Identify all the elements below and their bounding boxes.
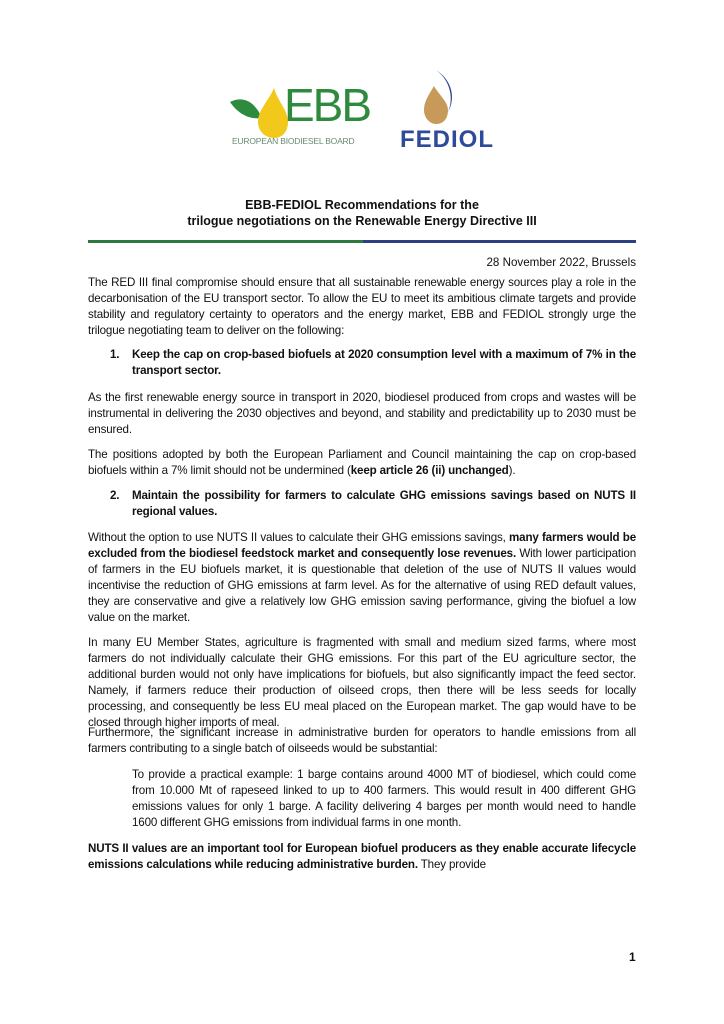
intro-paragraph: The RED III final compromise should ensure that all sustainable renewable energy sources play a role in the decarbonisation of the EU transport sector. To allow the EU to meet its ambitious climate targets and provide stability and regulatory certainty to operators and the energy market, EBB and FEDIOL strongly urge the trilogue negotiating team to deliver on the following: [88, 276, 636, 337]
text: ). [508, 464, 516, 477]
recommendation-2-text: Maintain the possibility for farmers to calculate GHG emissions savings based on NUTS II regional values. [132, 489, 636, 518]
fediol-wordmark: FEDIOL [400, 126, 494, 153]
paragraph-biodiesel-2030: As the first renewable energy source in transport in 2020, biodiesel produced from crops and wastes will be instrumental in delivering the 2030 objectives and beyond, and stability and predictability up to 2030 must be ensured. [88, 391, 636, 436]
text: They provide [417, 858, 486, 871]
ebb-wordmark: EBB [284, 79, 371, 131]
recommendation-1-number: 1. [110, 348, 120, 361]
document-date: 28 November 2022, Brussels [486, 256, 636, 269]
page-number: 1 [629, 950, 636, 964]
document-title-line-1: EBB-FEDIOL Recommendations for the [245, 198, 479, 212]
paragraph-administrative-burden: Furthermore, the significant increase in administrative burden for operators to handle emissions from all farmers contributing to a single batch of oilseeds would be substantial: [88, 726, 636, 755]
text: Without the option to use NUTS II values to calculate their GHG emissions savings, [88, 531, 509, 544]
recommendation-1-text: Keep the cap on crop-based biofuels at 2020 consumption level with a maximum of 7% in the transport sector. [132, 348, 636, 377]
recommendation-1 [110, 347, 636, 379]
paragraph-nuts-option [88, 530, 636, 626]
text: The positions adopted by both the European Parliament and Council maintaining the cap on crop-based biofuels within a 7% limit should not be undermined ( [88, 448, 636, 477]
document-title-line-2: trilogue negotiations on the Renewable Energy Directive III [187, 214, 537, 228]
fediol-logo [398, 68, 494, 158]
paragraph-nuts-tool [88, 841, 636, 873]
practical-example: To provide a practical example: 1 barge contains around 4000 MT of biodiesel, which could come from 10.000 Mt of rapeseed linked to up to 400 farmers. This would result in 400 different GHG emissions values for only 1 barge. A facility delivering 4 barges per month would need to handle 1600 different GHG emissions from individual farms in one month. [132, 768, 636, 829]
ebb-subtitle: EUROPEAN BIODIESEL BOARD [232, 136, 355, 146]
fediol-drop-icon [398, 68, 488, 128]
bold-text: NUTS II values are an important tool for European biofuel producers as they enable accurate lifecycle emissions calculations while reducing administrative burden. [88, 842, 636, 871]
ebb-logo [228, 79, 371, 148]
title-divider-blue [363, 240, 636, 243]
bold-text: keep article 26 (ii) unchanged [350, 464, 509, 477]
recommendation-2 [110, 488, 636, 520]
title-divider-green [88, 240, 363, 243]
bold-text: many farmers would be excluded from the biodiesel feedstock market and consequently lose revenues. [88, 531, 636, 560]
paragraph-member-states: In many EU Member States, agriculture is fragmented with small and medium sized farms, where most farmers do not individually calculate their GHG emissions. For this part of the EU agriculture sector, the additional burden would not only have implications for biofuels, but also significantly impact the feed sector. Namely, if farmers reduce their production of oilseed crops, then there will be less seeds for locally processing, and consequently be less EU meal placed on the European market. The gap would have to be closed through higher imports of meal. [88, 636, 636, 729]
paragraph-positions [88, 447, 636, 479]
text: With lower participation of farmers in the EU biofuels market, it is questionable that deletion of the use of NUTS II values would incentivise the reduction of GHG emissions at farm level. As for the alternative of using RED default values, they are conservative and give a relatively low GHG emission saving performance, giving the biofuel a low value on the market. [88, 547, 636, 624]
recommendation-2-number: 2. [110, 489, 120, 502]
